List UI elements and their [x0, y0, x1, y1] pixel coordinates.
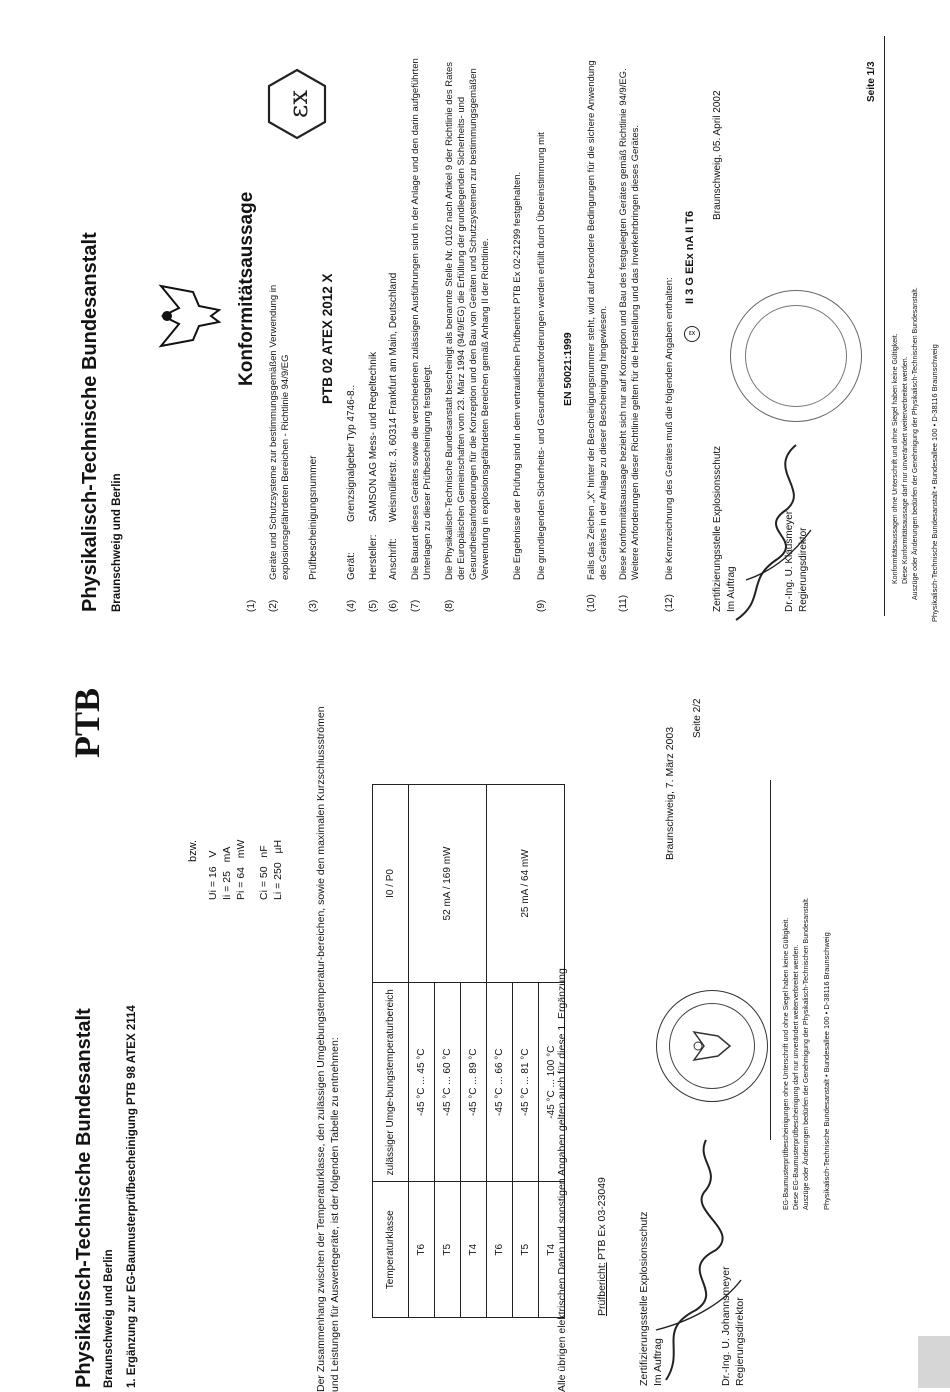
r-num-2: (2): [268, 599, 279, 612]
r-official-stamp: [730, 290, 862, 422]
r-num-5: (5): [368, 599, 379, 612]
r-footer-1: Konformitätsaussagen ohne Unterschrift und ohne Siegel haben keine Gültigkeit.: [892, 333, 899, 584]
r-p7: Die Bauart dieses Gerätes sowie die verschiedenen zulässigen Ausführungen sind in der Anlage und den darin aufgeführten Unterlagen zu dieser Prüfbescheinigung festgelegt.: [410, 58, 433, 580]
l-row-range: -45 °C ... 89 °C: [461, 982, 487, 1182]
r-num-10: (10): [586, 594, 597, 612]
r-footer-address: Physikalisch-Technische Bundesanstalt • Bundesallee 100 • D-38116 Braunschweig: [930, 344, 939, 622]
r-num-8: (8): [444, 599, 455, 612]
l-row-class: T5: [513, 1182, 539, 1318]
r-signature: [726, 430, 816, 630]
r-im-auftrag: Im Auftrag: [726, 566, 737, 612]
r-value-5: SAMSON AG Mess- und Regeltechnik: [368, 351, 379, 522]
l-row-class: T6: [409, 1182, 435, 1318]
l-th-range: zulässiger Umge-bungstemperaturbereich: [373, 982, 409, 1182]
l-intro: Der Zusammenhang zwischen der Temperaturklasse, den zulässigen Umgebungstemperatur-bereichen, sowie den maximalen Kurzschlussströmen und Leistungen für Auswertegeräte, ist der folgenden Tabelle zu entnehmen:: [315, 706, 341, 1392]
l-param-pi: Pi = 64 mW: [235, 839, 247, 900]
l-row-range: -45 °C ... 45 °C: [409, 982, 435, 1182]
r-label-5: Hersteller:: [368, 534, 379, 580]
l-signer-title: Regierungsdirektor: [734, 1297, 746, 1386]
r-p9: Die grundlegenden Sicherheits- und Gesundheitsanforderungen werden erfüllt durch Übereinstimmung mit: [536, 132, 547, 580]
r-num-6: (6): [388, 599, 399, 612]
l-temperature-table: [372, 784, 565, 1318]
l-report-value: PTB Ex 03-23049: [596, 1177, 608, 1260]
l-signer: Dr.-Ing. U. Johannsmeyer: [720, 1266, 732, 1386]
r-standard: EN 50021:1999: [562, 332, 574, 406]
r-num-4: (4): [346, 599, 357, 612]
r-num-1: (1): [246, 599, 257, 612]
l-param-ii: Ii = 25 mA: [221, 846, 233, 900]
r-cert-body: Zertifizierungsstelle Explosionsschutz: [712, 445, 723, 612]
r-num-7: (7): [410, 599, 421, 612]
l-table-wrap: [372, 784, 565, 1318]
l-param-ci: Ci = 50 nF: [258, 845, 270, 900]
l-param-ui: Ui = 16 V: [207, 850, 219, 900]
page-corner-tab: [918, 1336, 950, 1388]
l-row-range: -45 °C ... 81 °C: [513, 982, 539, 1182]
l-row-range: -45 °C ... 60 °C: [435, 982, 461, 1182]
ex-hexagon-icon: [266, 68, 328, 140]
l-row-class: T5: [435, 1182, 461, 1318]
r-p11: Diese Konformitätsaussage bezieht sich nur auf Konzeption und Bau des festgelegten Gerätes gemäß Richtlinie 94/9/EG. Weitere Anforderungen dieser Richtlinie gelten für die Herstellung und das Inverkehrbringen dieses Gerätes.: [618, 68, 641, 580]
r-p10: Falls das Zeichen „X“ hinter der Bescheinigungsnummer steht, wird auf besondere Bedingungen für die sichere Anwendung des Gerätes in der Anlage zu dieser Bescheinigung hingewiesen.: [586, 60, 609, 580]
r-marking: II 3 G EEx nA II T6: [684, 210, 696, 304]
l-institute: Physikalisch-Technische Bundesanstalt: [73, 1008, 95, 1388]
r-footer-2: Diese Konformitätsaussage darf nur unverändert weiterverbreitet werden.: [902, 356, 909, 584]
l-cert-body: Zertifizierungsstelle Explosionsschutz: [638, 1211, 650, 1386]
l-footer-3: Auszüge oder Änderungen bedürfen der Genehmigung der Physikalisch-Technischen Bundesanstalt.: [803, 897, 810, 1210]
l-footer-rule: [770, 780, 771, 1140]
l-report-label: Prüfbericht:: [596, 1262, 608, 1316]
r-num-9: (9): [536, 599, 547, 612]
l-page-number: Seite 2/2: [692, 698, 703, 738]
l-bzw: bzw.: [187, 839, 199, 862]
r-item-3: Prüfbescheinigungsnummer: [308, 455, 319, 580]
l-ptb-logo: PTB: [67, 687, 107, 758]
ex-circle-icon: εx: [684, 326, 700, 342]
r-footer-rule: [884, 36, 885, 616]
r-signer-title: Regierungsdirektor: [798, 527, 809, 612]
l-row-range: -45 °C ... 66 °C: [487, 982, 513, 1182]
l-footer-2: Diese EG-Baumusterprüfbescheinigung darf nur unverändert weiterverbreitet werden.: [793, 944, 800, 1210]
r-footer-3: Auszüge oder Änderungen bedürfen der Genehmigung der Physikalisch-Technischen Bundesanstalt.: [912, 287, 919, 600]
l-date: Braunschweig, 7. März 2003: [664, 726, 676, 860]
l-supplement-title: 1. Ergänzung zur EG-Baumusterprüfbescheinigung PTB 98 ATEX 2114: [126, 1005, 138, 1388]
r-num-12: (12): [664, 594, 675, 612]
l-th-class: Temperaturklasse: [373, 1182, 409, 1318]
federal-eagle-icon: [146, 276, 232, 356]
svg-text:εx: εx: [284, 89, 314, 119]
l-param-li: Li = 250 µH: [272, 839, 284, 900]
l-remaining: Alle übrigen elektrischen Daten und sonstigen Angaben gelten auch für diese 1. Ergänzung.: [556, 965, 568, 1392]
r-num-3: (3): [308, 599, 319, 612]
l-footer-1: EG-Baumusterprüfbescheinigungen ohne Unterschrift und ohne Siegel haben keine Gültigkeit.: [783, 917, 790, 1210]
r-title: Konformitätsaussage: [236, 191, 257, 386]
r-location: Braunschweig und Berlin: [111, 473, 123, 612]
l-group-value: 25 mA / 64 mW: [487, 785, 565, 983]
r-p12: Die Kennzeichnung des Gerätes muß die folgenden Angaben enthalten:: [664, 277, 675, 580]
l-signature: [646, 1130, 756, 1390]
r-p8: Die Physikalisch-Technische Bundesanstalt bescheinigt als benannte Stelle Nr. 0102 nach Artikel 9 der Richtlinie des Rates der Europäischen Gemeinschaften vom 23. März 1994 (94/9/EG) die Erfüllung der grundlegenden Sicherheits- und Gesundheitsanforderungen für die Konzeption und den Bau von Geräten und Schutzsystemen zur bestimmungsgemäßen Verwendung in explosionsgefährdeten Bereichen gemäß Anhang II der Richtlinie.: [444, 61, 491, 580]
l-row-class: T4: [461, 1182, 487, 1318]
l-row-range: -45 °C ... 100 °C: [539, 982, 565, 1182]
l-footer-address: Physikalisch-Technische Bundesanstalt • Bundesallee 100 • D-38116 Braunschweig: [822, 932, 831, 1210]
l-group-value: 52 mA / 169 mW: [409, 785, 487, 983]
l-th-io: I0 / P0: [373, 785, 409, 983]
r-num-11: (11): [618, 594, 629, 612]
r-label-6: Anschrift:: [388, 538, 399, 580]
l-official-stamp: [656, 990, 768, 1102]
l-location: Braunschweig und Berlin: [103, 1249, 115, 1388]
l-row-class: T4: [539, 1182, 565, 1318]
r-item-2: Geräte und Schutzsysteme zur bestimmungsgemäßen Verwendung in explosionsgefährdeten Bereichen - Richtlinie 94/9/EG: [268, 284, 291, 580]
r-signer: Dr.-Ing. U. Klausmeyer: [784, 510, 795, 612]
r-label-4: Gerät:: [346, 552, 357, 580]
eagle-icon: [657, 991, 767, 1101]
r-institute: Physikalisch-Technische Bundesanstalt: [79, 232, 101, 612]
r-p8b: Die Ergebnisse der Prüfung sind in dem vertraulichen Prüfbericht PTB Ex 02-21299 festgehalten.: [512, 171, 523, 580]
l-im-auftrag: Im Auftrag: [652, 1338, 664, 1386]
r-page-number: Seite 1/3: [866, 61, 877, 102]
r-cert-number: PTB 02 ATEX 2012 X: [320, 273, 335, 404]
r-value-4: Grenzsignalgeber Typ 4746-8..: [346, 384, 357, 522]
l-row-class: T6: [487, 1182, 513, 1318]
r-value-6: Weismüllerstr. 3, 60314 Frankfurt am Main, Deutschland: [388, 272, 399, 522]
r-date: Braunschweig, 05. April 2002: [712, 90, 723, 220]
